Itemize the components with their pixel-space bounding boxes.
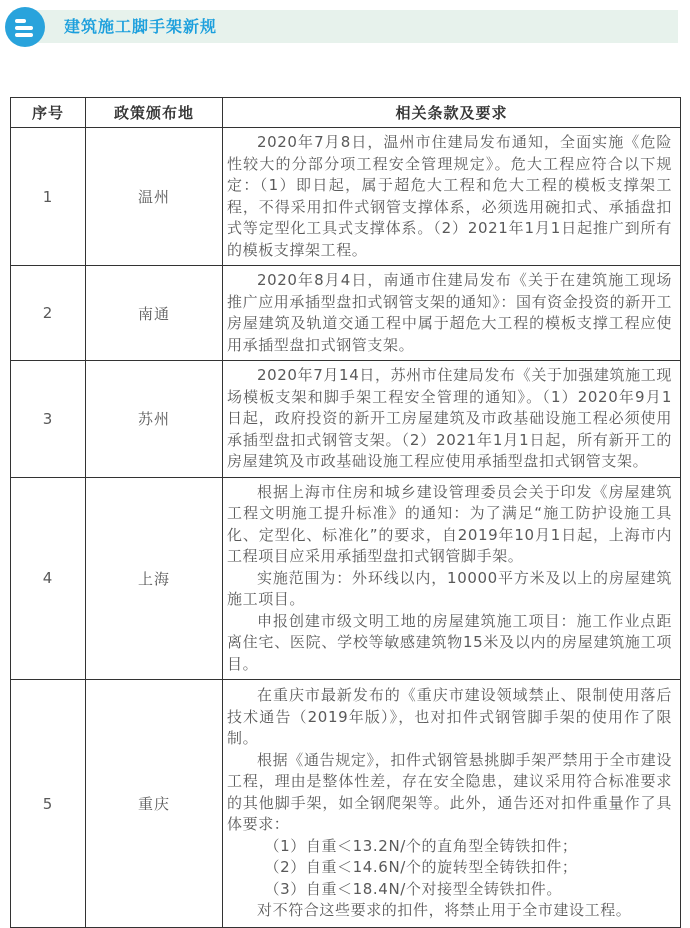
table-row xyxy=(11,128,681,266)
row-region: 温州 xyxy=(86,128,223,266)
list-icon-line xyxy=(15,19,26,23)
row-region: 重庆 xyxy=(86,680,223,928)
row-requirements xyxy=(223,680,681,928)
content-paragraph: （1）自重＜13.2N/个的直角型全铸铁扣件； xyxy=(264,836,578,855)
row-requirements xyxy=(223,128,681,266)
row-no: 4 xyxy=(11,477,86,680)
row-no: 3 xyxy=(11,361,86,478)
page-title: 建筑施工脚手架新规 xyxy=(64,17,218,36)
content-paragraph: 在重庆市最新发布的《重庆市建设领域禁止、限制使用落后技术通告（2019年版）》，也对扣件式钢管脚手架的使用作了限制。 xyxy=(227,686,672,748)
row-requirements xyxy=(223,361,681,478)
column-header-region: 政策颁布地 xyxy=(86,98,223,128)
content-paragraph: （2）自重＜14.6N/个的旋转型全铸铁扣件； xyxy=(264,858,578,877)
row-region: 苏州 xyxy=(86,361,223,478)
row-requirements xyxy=(223,477,681,680)
table-row xyxy=(11,477,681,680)
row-no: 5 xyxy=(11,680,86,928)
column-header-no: 序号 xyxy=(11,98,86,128)
content-paragraph: （3）自重＜18.4N/个对接型全铸铁扣件。 xyxy=(264,879,562,898)
row-region: 上海 xyxy=(86,477,223,680)
list-icon-line xyxy=(15,33,33,37)
row-requirements xyxy=(223,266,681,361)
column-header-requirements: 相关条款及要求 xyxy=(223,98,681,128)
content-paragraph: 申报创建市级文明工地的房屋建筑施工项目：施工作业点距离住宅、医院、学校等敏感建筑物15米及以内的房屋建筑施工项目。 xyxy=(227,611,672,673)
row-no: 2 xyxy=(11,266,86,361)
table-row xyxy=(11,680,681,928)
row-no: 1 xyxy=(11,128,86,266)
content-paragraph: 2020年8月4日，南通市住建局发布《关于在建筑施工现场推广应用承插型盘扣式钢管支架的通知》：国有资金投资的新开工房屋建筑及轨道交通工程中属于超危大工程的模板支撑工程应使用承插型盘扣式钢管支架。 xyxy=(227,271,672,354)
content-paragraph: 2020年7月14日，苏州市住建局发布《关于加强建筑施工现场模板支架和脚手架工程安全管理的通知》。（1）2020年9月1日起，政府投资的新开工房屋建筑及市政基础设施工程必须使用承插型盘扣式钢管支架。（2）2021年1月1日起，所有新开工的房屋建筑及市政基础设施工程应使用承插型盘扣式钢管支架。 xyxy=(227,366,672,470)
policy-table xyxy=(10,97,681,928)
content-paragraph: 2020年7月8日，温州市住建局发布通知，全面实施《危险性较大的分部分项工程安全管理规定》。危大工程应符合以下规定：（1）即日起，属于超危大工程和危大工程的模板支撑架工程，不得采用扣件式钢管支撑体系，必须选用碗扣式、承插盘扣式等定型化工具式支撑体系。（2）2021年1月1日起推广到所有的模板支撑架工程。 xyxy=(227,133,672,259)
list-icon-line xyxy=(15,26,33,30)
table-row xyxy=(11,361,681,478)
content-paragraph: 根据《通告规定》，扣件式钢管悬挑脚手架严禁用于全市建设工程，理由是整体性差，存在安全隐患，建议采用符合标准要求的其他脚手架，如全钢爬架等。此外，通告还对扣件重量作了具体要求： xyxy=(227,750,672,834)
list-icon xyxy=(5,7,45,47)
table-row xyxy=(11,266,681,361)
table-header-row xyxy=(11,98,681,128)
content-paragraph: 根据上海市住房和城乡建设管理委员会关于印发《房屋建筑工程文明施工提升标准》的通知：为了满足“施工防护设施工具化、定型化、标准化”的要求，自2019年10月1日起，上海市内工程项目应采用承插型盘扣式钢管脚手架。 xyxy=(227,482,672,565)
row-region: 南通 xyxy=(86,266,223,361)
content-paragraph: 对不符合这些要求的扣件，将禁止用于全市建设工程。 xyxy=(257,901,632,920)
content-paragraph: 实施范围为：外环线以内，10000平方米及以上的房屋建筑施工项目。 xyxy=(227,568,672,608)
